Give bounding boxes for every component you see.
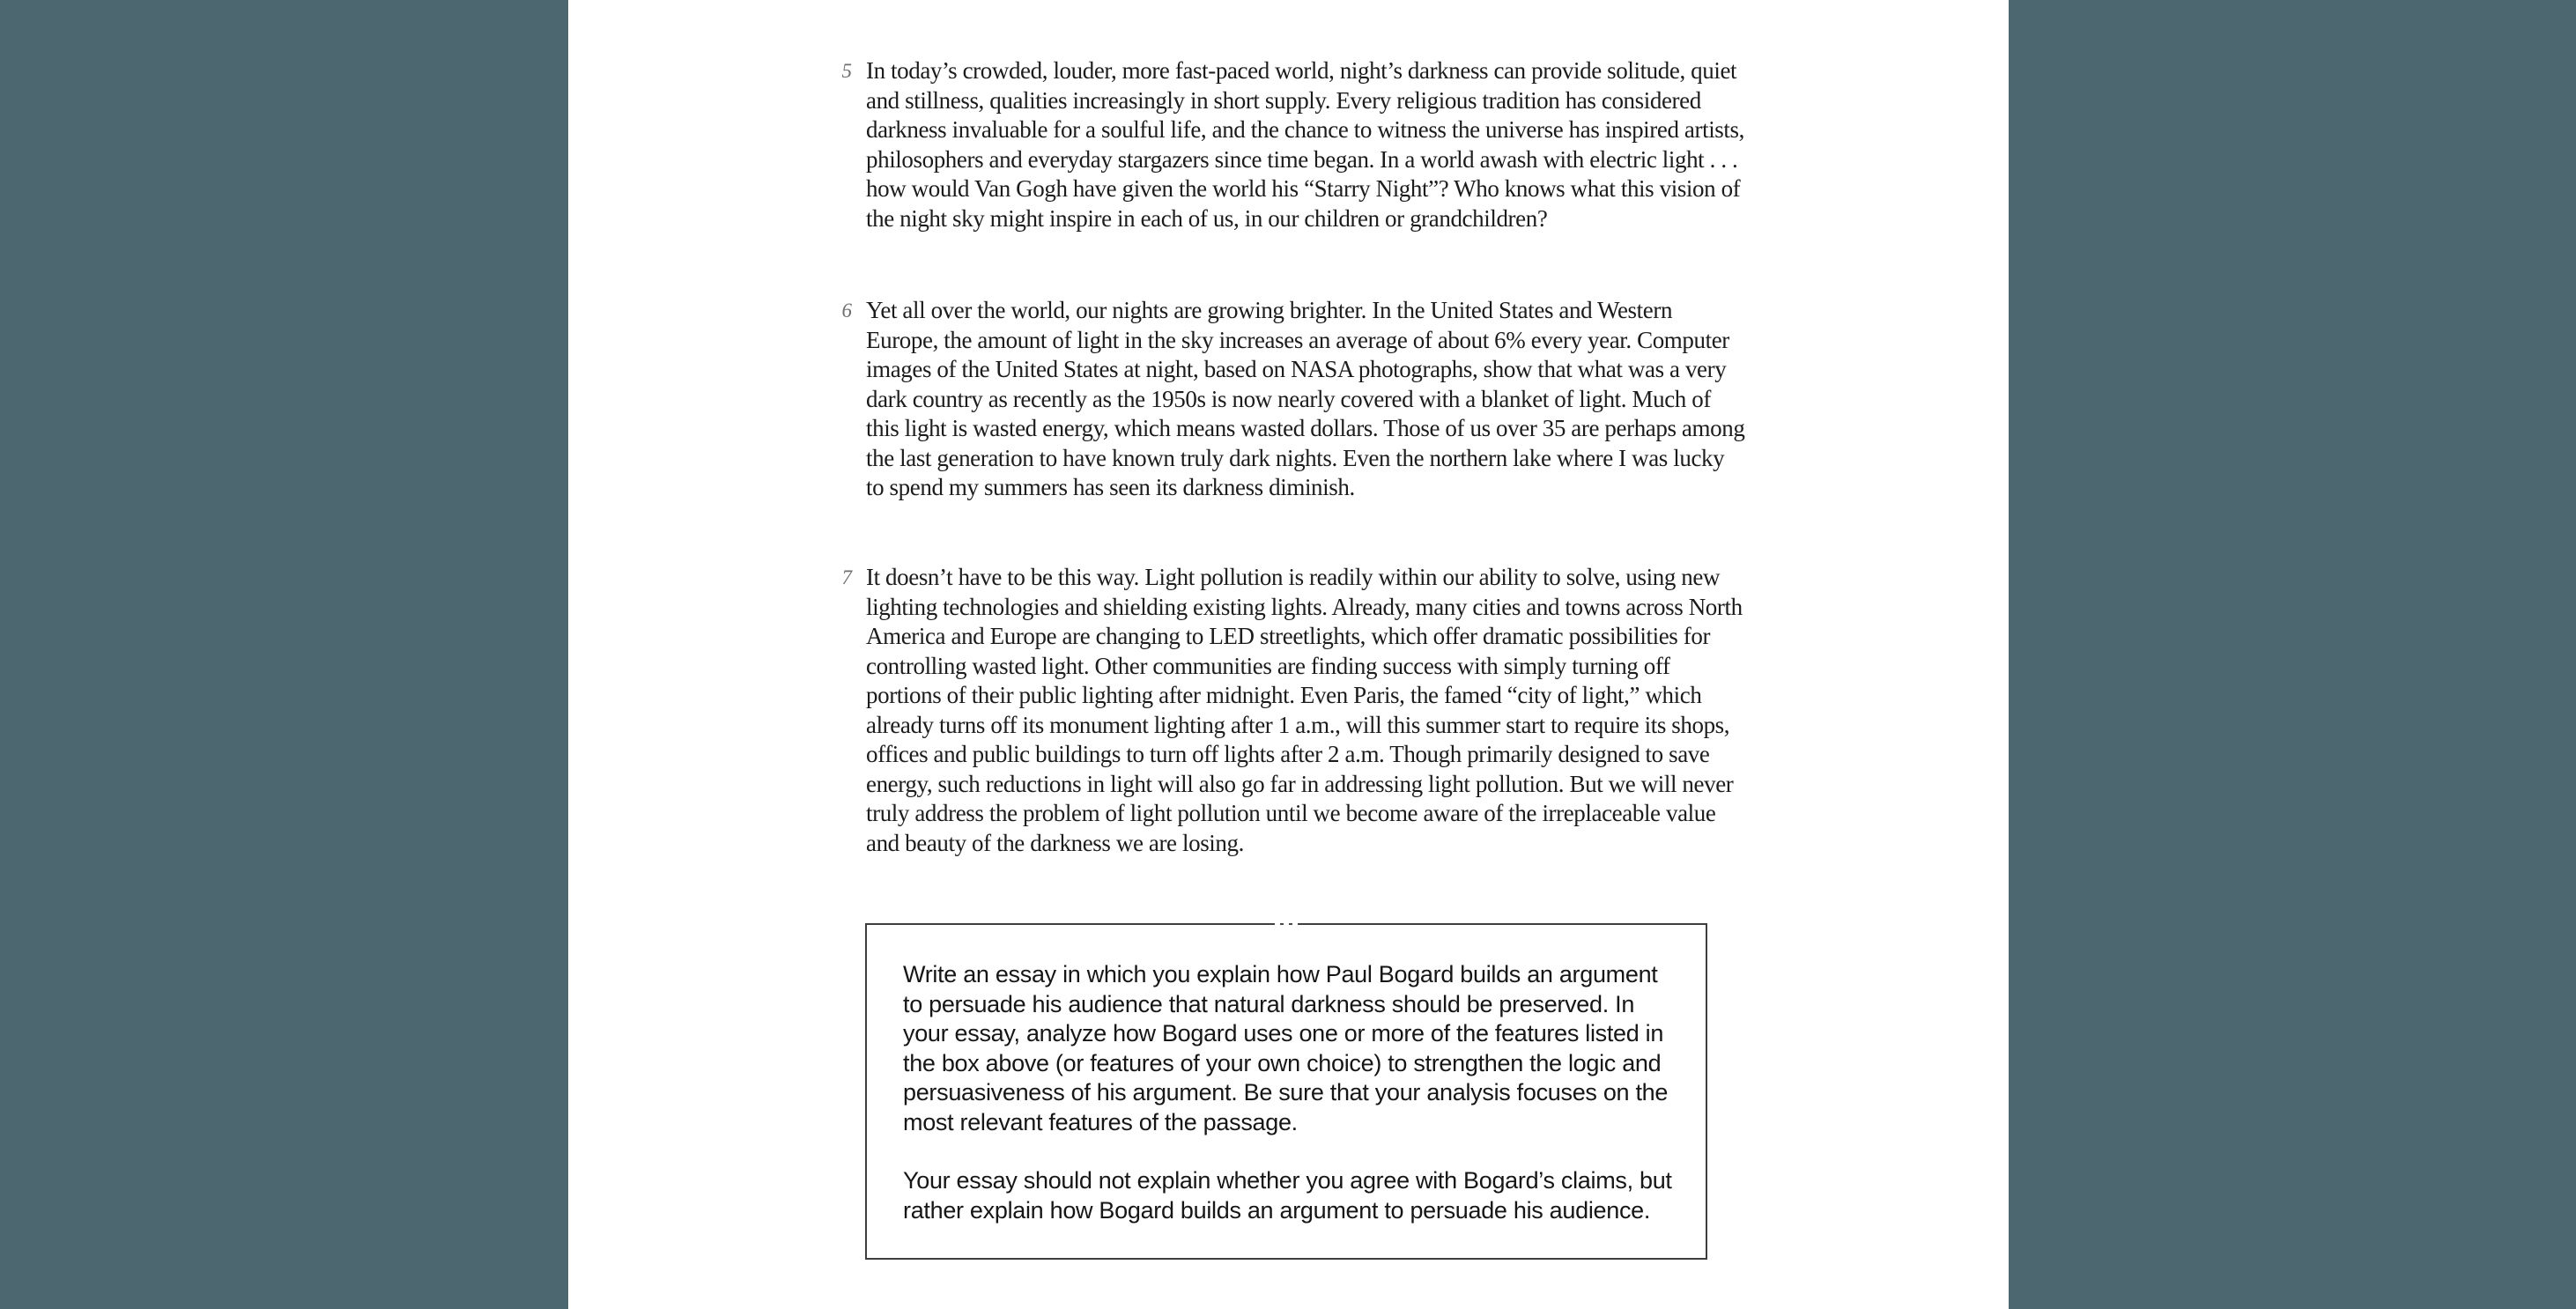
prompt-paragraph: Write an essay in which you explain how Paul Bogard builds an argument to persuade his audience that natural darkness should be preserved. In your essay, analyze how Bogard uses one or more of the features listed in the box above (or features of your own choice) to strengthen the logic and persuasiveness of his argument. Be sure that your analysis focuses on the most relevant features of the passage.: [903, 961, 1669, 1135]
paragraph-number: 5: [841, 60, 852, 82]
essay-prompt-box: [865, 923, 1707, 1260]
passage-paragraph: [829, 563, 1747, 858]
page-seam-mark: [1275, 923, 1298, 925]
document-page: [568, 0, 2009, 1309]
paragraph-text: In today’s crowded, louder, more fast-paced world, night’s darkness can provide solitude, quiet and stillness, qualities increasingly in short supply. Every religious tradition has considered darkness invaluable for a soulful life, and the chance to witness the universe has inspired artists, philosophers and everyday stargazers since time began. In a world awash with electric light . . . how would Van Gogh have given the world his “Starry Night”? Who knows what this vision of the night sky might inspire in each of us, in our children or grandchildren?: [866, 57, 1744, 232]
passage-paragraph: [829, 56, 1747, 233]
paragraph-number: 7: [841, 566, 852, 588]
prompt-paragraph: Your essay should not explain whether you agree with Bogard’s claims, but rather explain how Bogard builds an argument to persuade his audience.: [903, 1167, 1672, 1224]
paragraph-number: 6: [841, 300, 852, 322]
paragraph-text: Yet all over the world, our nights are growing brighter. In the United States and Western Europe, the amount of light in the sky increases an average of about 6% every year. Computer images of the United States at night, based on NASA photographs, show that what was a very dark country as recently as the 1950s is now nearly covered with a blanket of light. Much of this light is wasted energy, which means wasted dollars. Those of us over 35 are perhaps among the last generation to have known truly dark nights. Even the northern lake where I was lucky to spend my summers has seen its darkness diminish.: [866, 297, 1745, 500]
passage-paragraph: [829, 296, 1747, 503]
paragraph-text: It doesn’t have to be this way. Light pollution is readily within our ability to solve, using new lighting technologies and shielding existing lights. Already, many cities and towns across North America and Europe are changing to LED streetlights, which offer dramatic possibilities for controlling wasted light. Other communities are finding success with simply turning off portions of their public lighting after midnight. Even Paris, the famed “city of light,” which already turns off its monument lighting after 1 a.m., will this summer start to require its shops, offices and public buildings to turn off lights after 2 a.m. Though primarily designed to save energy, such reductions in light will also go far in addressing light pollution. But we will never truly address the problem of light pollution until we become aware of the irreplaceable value and beauty of the darkness we are losing.: [866, 564, 1743, 856]
